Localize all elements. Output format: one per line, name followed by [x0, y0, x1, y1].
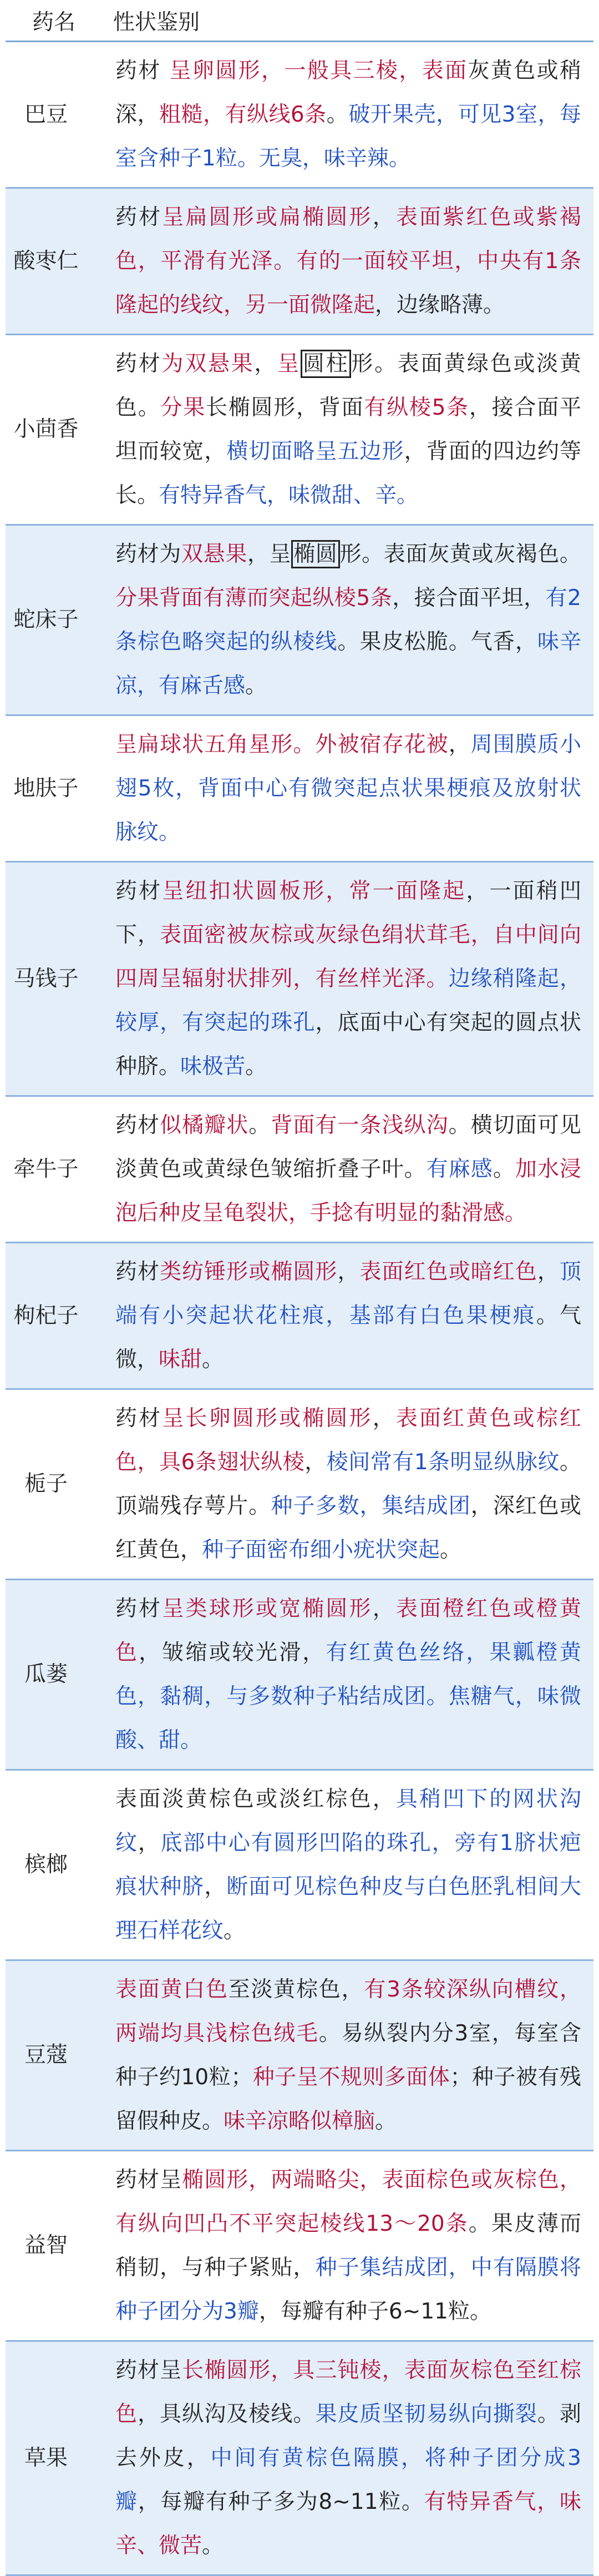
herb-name: 草果 — [6, 2341, 89, 2575]
description-text: 药材 — [115, 58, 170, 83]
boxed-term: 椭圆 — [291, 540, 339, 568]
description-text: 。 — [202, 1347, 224, 1372]
description-text: ， — [372, 205, 396, 230]
description-text: ， — [372, 1406, 396, 1431]
description-text: 。 — [440, 1537, 462, 1562]
description-text: ， — [337, 1259, 360, 1284]
description-text: 药材 — [115, 1406, 163, 1431]
key-feature-red: 种子呈不规则多面体 — [252, 2065, 450, 2090]
key-feature-red: 呈 — [277, 351, 301, 376]
description-text: ， — [254, 351, 278, 376]
herb-description — [89, 188, 593, 335]
key-feature-blue: 破开果壳，可见3室，每室含种子1粒。无臭，味辛辣。 — [115, 102, 581, 171]
herb-name: 益智 — [6, 2151, 89, 2341]
key-feature-red: 有3条较深纵向槽纹，两端均具浅棕色绒毛 — [115, 1977, 581, 2046]
key-feature-red: 分果 — [160, 395, 206, 420]
description-text: ， — [204, 1874, 227, 1899]
description-text: ， — [372, 1596, 396, 1621]
key-feature-red: 椭圆形，两端略尖，表面棕色或灰棕色，有纵向凹凸不平突起棱线13～20条 — [115, 2167, 581, 2236]
key-feature-red: 长椭圆形，具三钝棱，表面灰棕色至红棕色 — [115, 2358, 581, 2427]
herb-description — [89, 1096, 593, 1243]
description-text: ，底面中心有突起的圆点状种脐。 — [115, 1010, 581, 1079]
key-feature-red: 呈纽扣状圆板形，常一面隆起 — [162, 879, 466, 904]
table-row — [6, 1096, 593, 1243]
key-feature-red: 类纺锤形或椭圆形 — [160, 1259, 338, 1284]
herb-name: 马钱子 — [6, 862, 89, 1096]
key-feature-blue: 味极苦 — [180, 1054, 246, 1079]
boxed-term: 圆柱 — [301, 350, 351, 378]
description-text: 形。表面灰黄或灰褐色。 — [339, 542, 581, 567]
key-feature-red: 表面红色或暗红色 — [359, 1259, 537, 1284]
description-text: 药材 — [115, 879, 163, 904]
herb-description — [89, 1770, 593, 1960]
key-feature-blue: 横切面略呈五边形 — [226, 439, 404, 464]
herb-description — [89, 862, 593, 1096]
table-row — [6, 2151, 593, 2341]
table-row — [6, 42, 593, 188]
description-text: 形 — [351, 351, 375, 376]
description-text: 。横切面可见淡黄色或黄绿色皱缩折叠子叶。 — [115, 1113, 581, 1182]
description-text: ，一面稍凹下， — [115, 879, 581, 947]
description-text: ，接合面平坦而较宽， — [115, 395, 581, 464]
key-feature-red: 表面橙红色或橙黄色 — [115, 1596, 581, 1665]
description-text: ，呈 — [247, 542, 292, 567]
description-text: 至淡黄棕色， — [228, 1977, 364, 2002]
herb-name: 地肤子 — [6, 715, 89, 862]
herb-description — [89, 2151, 593, 2341]
description-text: 。剥去外皮， — [115, 2402, 581, 2471]
herb-description — [89, 335, 593, 525]
table-row — [6, 335, 593, 525]
key-feature-red: 味甜 — [159, 1347, 202, 1372]
herb-name: 酸枣仁 — [6, 188, 89, 335]
description-text: 灰黄色或稍深， — [115, 58, 581, 127]
key-feature-blue: 有红黄色丝络，果瓤橙黄色，黏稠，与多数种子粘结成团。焦糖气，味微酸、甜。 — [115, 1640, 581, 1753]
description-text: ， — [138, 1831, 161, 1856]
table-row — [6, 1770, 593, 1960]
key-feature-red: 为双悬果 — [161, 351, 255, 376]
description-text: ；种子被有残留假种皮。 — [115, 2065, 581, 2134]
key-feature-red: 加水浸泡后种皮呈龟裂状，手捻有明显的黏滑感。 — [115, 1157, 581, 1226]
key-feature-blue: 种子面密布细小疣状突起 — [202, 1537, 440, 1562]
description-text: 。气微， — [115, 1303, 581, 1372]
description-text: 。 — [326, 102, 349, 127]
description-text: 表面淡黄棕色或淡红棕色， — [115, 1787, 396, 1812]
description-text: ，深红色或红黄色， — [115, 1494, 581, 1562]
herb-name: 瓜蒌 — [6, 1580, 89, 1770]
key-feature-red: 背面有一条浅纵沟 — [271, 1113, 449, 1138]
key-feature-blue: 具稍凹下的网状沟纹 — [115, 1787, 581, 1856]
key-feature-red: 呈扁球状五角星形。外被宿存花被 — [115, 732, 449, 757]
description-text: 。 — [245, 1054, 267, 1079]
herb-name: 巴豆 — [6, 42, 89, 188]
description-text: ，每瓣有种子多为8~11粒。 — [138, 2489, 424, 2514]
key-feature-blue: 味辛凉，有麻舌感 — [115, 629, 581, 698]
description-text: 药材 — [115, 1113, 160, 1138]
description-text: 。果皮薄而稍韧，与种子紧贴， — [115, 2211, 581, 2280]
table-row — [6, 1243, 593, 1389]
key-feature-blue: 底部中心有圆形凹陷的珠孔，旁有1脐状疤痕状种脐 — [115, 1831, 581, 1899]
key-feature-red: 呈卵圆形，一般具三棱，表面 — [169, 58, 468, 83]
herb-name: 小茴香 — [6, 335, 89, 525]
herb-name: 槟榔 — [6, 1770, 89, 1960]
key-feature-red: 似橘瓣状 — [160, 1113, 249, 1138]
description-text: ，背面的四边约等长。 — [115, 439, 581, 508]
key-feature-blue: 种子集结成团，中有隔膜将种子团分为3瓣 — [115, 2255, 581, 2324]
table-row — [6, 2341, 593, 2575]
description-text: ，接合面平坦， — [392, 586, 546, 611]
description-text: 长椭圆形，背面 — [206, 395, 364, 420]
description-text: 药材 — [115, 205, 163, 230]
key-feature-blue: 有2条棕色略突起的纵棱线 — [115, 586, 581, 654]
description-text: 药材 — [115, 1259, 160, 1284]
key-feature-red: 有特异香气，味辛、微苦 — [115, 2489, 581, 2558]
description-text: 。 — [375, 2109, 397, 2134]
herb-description — [89, 42, 593, 188]
description-text: 。 — [245, 673, 267, 698]
description-text: 药材为 — [115, 542, 181, 567]
key-feature-blue: 果皮质坚韧易纵向撕裂 — [315, 2402, 537, 2427]
key-feature-blue: 棱间常有1条明显纵脉纹 — [326, 1450, 560, 1475]
description-text: 。 — [202, 2533, 224, 2558]
key-feature-red: 呈类球形或宽椭圆形 — [162, 1596, 373, 1621]
herb-description — [89, 1389, 593, 1580]
key-feature-red: 分果背面有薄而突起纵棱5条 — [115, 586, 393, 611]
key-feature-red: 有纵棱5条 — [364, 395, 469, 420]
description-text: ，每瓣有种子6~11粒。 — [258, 2299, 491, 2324]
herb-description — [89, 715, 593, 862]
herb-description — [89, 1243, 593, 1389]
key-feature-blue: 有麻感 — [426, 1157, 493, 1182]
herb-identification-table — [6, 0, 593, 2576]
header-row — [6, 0, 593, 42]
herb-description — [89, 1580, 593, 1770]
description-text: ， — [448, 732, 471, 757]
key-feature-blue: 中间有黄棕色隔膜，将种子团分成3瓣 — [115, 2446, 581, 2514]
key-feature-red: 味辛凉略似樟脑 — [224, 2109, 375, 2134]
table-row — [6, 715, 593, 862]
key-feature-red: 表面密被灰棕或灰绿色绢状茸毛，自中间向四周呈辐射状排列，有丝样光泽。 — [115, 922, 581, 991]
key-feature-red: 粗糙，有纵线6条 — [159, 102, 327, 127]
description-text: 药材呈 — [115, 2358, 182, 2383]
table-body — [6, 42, 593, 2575]
table-row — [6, 1389, 593, 1580]
description-text: 药材 — [115, 351, 162, 376]
key-feature-red: 呈扁圆形或扁椭圆形 — [162, 205, 373, 230]
herb-description — [89, 525, 593, 715]
description-text: 。 — [224, 1918, 246, 1943]
herb-name: 枸杞子 — [6, 1243, 89, 1389]
key-feature-blue: 种子多数，集结成团 — [271, 1494, 471, 1519]
herb-name: 栀子 — [6, 1389, 89, 1580]
description-text: 。易纵裂内分3室，每室含种子约10粒； — [115, 2021, 581, 2090]
herb-name: 牵牛子 — [6, 1096, 89, 1243]
herb-name: 蛇床子 — [6, 525, 89, 715]
table-header — [6, 0, 593, 42]
herb-description — [89, 2341, 593, 2575]
description-text: 。 — [493, 1157, 515, 1182]
description-text: 药材呈 — [115, 2167, 182, 2192]
description-text: 。表面黄绿色或淡黄色。 — [115, 351, 581, 420]
description-text: ， — [537, 1259, 560, 1284]
table-row — [6, 188, 593, 335]
table-row — [6, 1960, 593, 2151]
table-row — [6, 1580, 593, 1770]
description-text: ，具纵沟及棱线。 — [138, 2402, 316, 2427]
description-text: 药材 — [115, 1596, 163, 1621]
herb-name: 豆蔻 — [6, 1960, 89, 2151]
key-feature-red: 表面黄白色 — [115, 1977, 229, 2002]
description-text: ， — [304, 1450, 327, 1475]
description-text: 。果皮松脆。气香， — [337, 629, 537, 654]
herb-description — [89, 1960, 593, 2151]
key-feature-red: 呈长卵圆形或椭圆形 — [162, 1406, 373, 1431]
header-name: 药名 — [6, 0, 89, 42]
key-feature-blue: 边缘稍隆起，较厚，有突起的珠孔 — [115, 966, 581, 1035]
description-text: ，边缘略薄。 — [375, 293, 505, 317]
description-text: 。顶端残存萼片。 — [115, 1450, 581, 1519]
key-feature-red: 表面红黄色或棕红色，具6条翅状纵棱 — [115, 1406, 581, 1475]
table-row — [6, 525, 593, 715]
key-feature-blue: 顶端有小突起状花柱痕，基部有白色果梗痕 — [115, 1259, 581, 1328]
key-feature-blue: 断面可见棕色种皮与白色胚乳相间大理石样花纹 — [115, 1874, 581, 1943]
description-text: ，皱缩或较光滑， — [139, 1640, 326, 1665]
table-row — [6, 862, 593, 1096]
key-feature-red: 双悬果 — [181, 542, 247, 567]
key-feature-red: 表面紫红色或紫褐色，平滑有光泽。有的一面较平坦，中央有1条隆起的线纹，另一面微隆起 — [115, 205, 581, 317]
key-feature-blue: 周围膜质小翅5枚，背面中心有微突起点状果梗痕及放射状脉纹。 — [115, 732, 581, 845]
key-feature-blue: 有特异香气，味微甜、辛。 — [159, 483, 419, 508]
header-description: 性状鉴别 — [89, 0, 593, 42]
description-text: 。 — [248, 1113, 271, 1138]
